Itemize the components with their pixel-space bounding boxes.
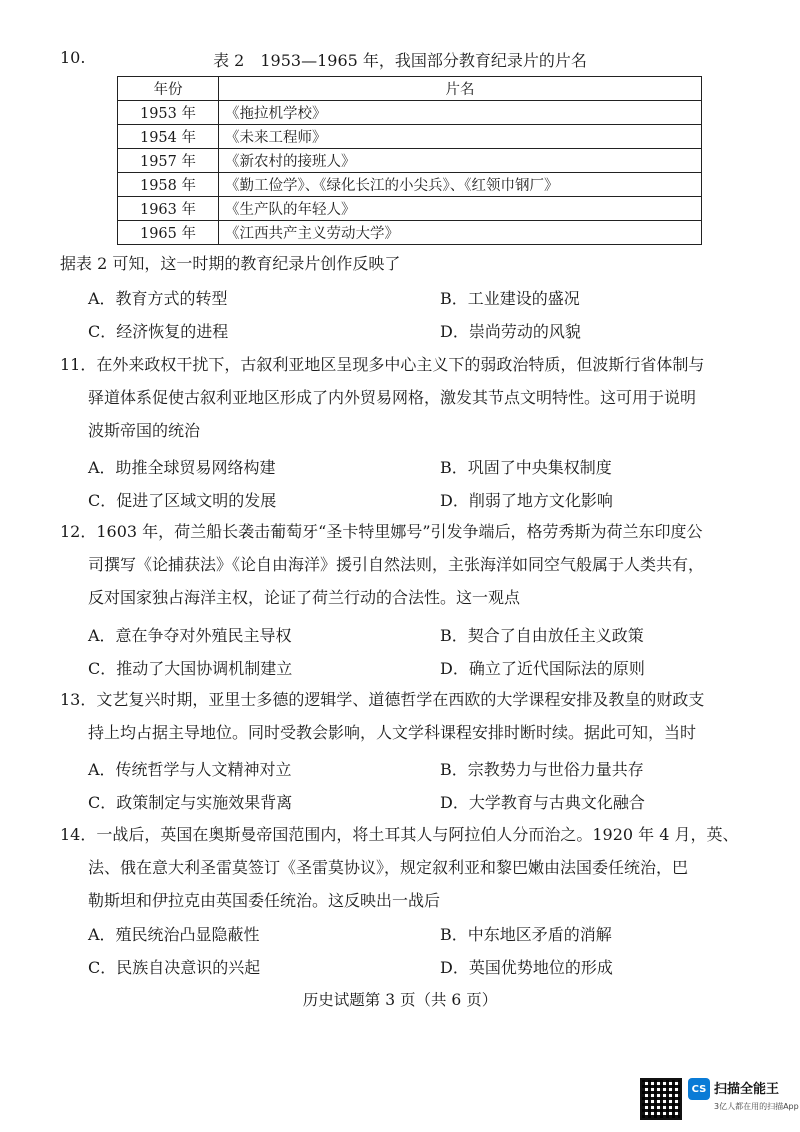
table-row <box>118 125 702 149</box>
table-cell-year: 1953 年 <box>118 101 219 125</box>
brand-block <box>714 1078 799 1112</box>
header-year: 年份 <box>118 77 219 101</box>
q14-option-b: B．中东地区矛盾的消解 <box>440 925 612 944</box>
q14-option-a: A．殖民统治凸显隐蔽性 <box>88 925 260 944</box>
table-row <box>118 221 702 245</box>
table-caption: 表 2 1953—1965 年，我国部分教育纪录片的片名 <box>213 51 587 70</box>
table-cell-year: 1958 年 <box>118 173 219 197</box>
question-10-stem: 据表 2 可知，这一时期的教育纪录片创作反映了 <box>60 254 401 273</box>
table-cell-title: 《拖拉机学校》 <box>219 101 702 125</box>
table-cell-title: 《新农村的接班人》 <box>219 149 702 173</box>
q11-option-b: B．巩固了中央集权制度 <box>440 458 612 477</box>
question-11-line: 11．在外来政权干扰下，古叙利亚地区呈现多中心主义下的弱政治特质，但波斯行省体制与 <box>60 355 705 374</box>
q10-option-d: D．崇尚劳动的风貌 <box>440 322 581 341</box>
table-cell-title: 《生产队的年轻人》 <box>219 197 702 221</box>
q11-option-a: A．助推全球贸易网络构建 <box>88 458 276 477</box>
table-cell-year: 1965 年 <box>118 221 219 245</box>
question-10-number: 10. <box>60 48 86 67</box>
table-header-row <box>118 77 702 101</box>
scanner-watermark <box>640 1078 799 1120</box>
question-13-line: 13．文艺复兴时期，亚里士多德的逻辑学、道德哲学在西欧的大学课程安排及教皇的财政支 <box>60 690 705 709</box>
table-cell-title: 《勤工俭学》、《绿化长江的小尖兵》、《红领巾钢厂》 <box>219 173 702 197</box>
question-13-line: 持上均占据主导地位。同时受教会影响，人文学科课程安排时断时续。据此可知，当时 <box>88 723 697 742</box>
q13-option-b: B．宗教势力与世俗力量共存 <box>440 760 644 779</box>
question-14-line: 法、俄在意大利圣雷莫签订《圣雷莫协议》，规定叙利亚和黎巴嫩由法国委任统治，巴 <box>88 858 689 877</box>
documentary-table <box>117 76 702 245</box>
qr-code-icon <box>640 1078 682 1120</box>
question-11-stem <box>60 348 750 447</box>
question-12-line: 司撰写《论捕获法》《论自由海洋》援引自然法则，主张海洋如同空气般属于人类共有， <box>88 555 705 574</box>
table-row <box>118 149 702 173</box>
camscanner-logo-icon: CS <box>688 1078 710 1100</box>
question-11-line: 波斯帝国的统治 <box>88 421 201 440</box>
table-row <box>118 173 702 197</box>
table-cell-year: 1957 年 <box>118 149 219 173</box>
q10-option-b: B．工业建设的盛况 <box>440 289 580 308</box>
table-cell-title: 《江西共产主义劳动大学》 <box>219 221 702 245</box>
table-cell-year: 1954 年 <box>118 125 219 149</box>
table-row <box>118 101 702 125</box>
q12-option-a: A．意在争夺对外殖民主导权 <box>88 626 292 645</box>
q14-option-c: C．民族自决意识的兴起 <box>88 958 261 977</box>
table-cell-year: 1963 年 <box>118 197 219 221</box>
question-13-stem <box>60 683 750 749</box>
question-12-line: 12．1603 年，荷兰船长袭击葡萄牙“圣卡特里娜号”引发争端后，格劳秀斯为荷兰东印度公 <box>60 522 703 541</box>
q11-option-c: C．促进了区域文明的发展 <box>88 491 277 510</box>
question-12-stem <box>60 515 750 614</box>
q10-option-a: A．教育方式的转型 <box>88 289 228 308</box>
q12-option-b: B．契合了自由放任主义政策 <box>440 626 644 645</box>
q10-option-c: C．经济恢复的进程 <box>88 322 229 341</box>
header-title: 片名 <box>219 77 702 101</box>
question-11-line: 驿道体系促使古叙利亚地区形成了内外贸易网格，激发其节点文明特性。这可用于说明 <box>88 388 697 407</box>
question-14-line: 勒斯坦和伊拉克由英国委任统治。这反映出一战后 <box>88 891 441 910</box>
table-row <box>118 197 702 221</box>
q12-option-d: D．确立了近代国际法的原则 <box>440 659 645 678</box>
q12-option-c: C．推动了大国协调机制建立 <box>88 659 293 678</box>
q13-option-c: C．政策制定与实施效果背离 <box>88 793 293 812</box>
question-14-stem <box>60 818 750 917</box>
brand-tagline: 3亿人都在用的扫描App <box>714 1102 799 1111</box>
q14-option-d: D．英国优势地位的形成 <box>440 958 613 977</box>
question-14-line: 14．一战后，英国在奥斯曼帝国范围内，将土耳其人与阿拉伯人分而治之。1920 年 4 月，英、 <box>60 825 739 844</box>
table-cell-title: 《未来工程师》 <box>219 125 702 149</box>
brand-name: 扫描全能王 <box>714 1082 780 1097</box>
q11-option-d: D．削弱了地方文化影响 <box>440 491 613 510</box>
page-footer: 历史试题第 3 页（共 6 页） <box>302 991 498 1009</box>
question-12-line: 反对国家独占海洋主权，论证了荷兰行动的合法性。这一观点 <box>88 588 521 607</box>
q13-option-a: A．传统哲学与人文精神对立 <box>88 760 292 779</box>
q13-option-d: D．大学教育与古典文化融合 <box>440 793 645 812</box>
